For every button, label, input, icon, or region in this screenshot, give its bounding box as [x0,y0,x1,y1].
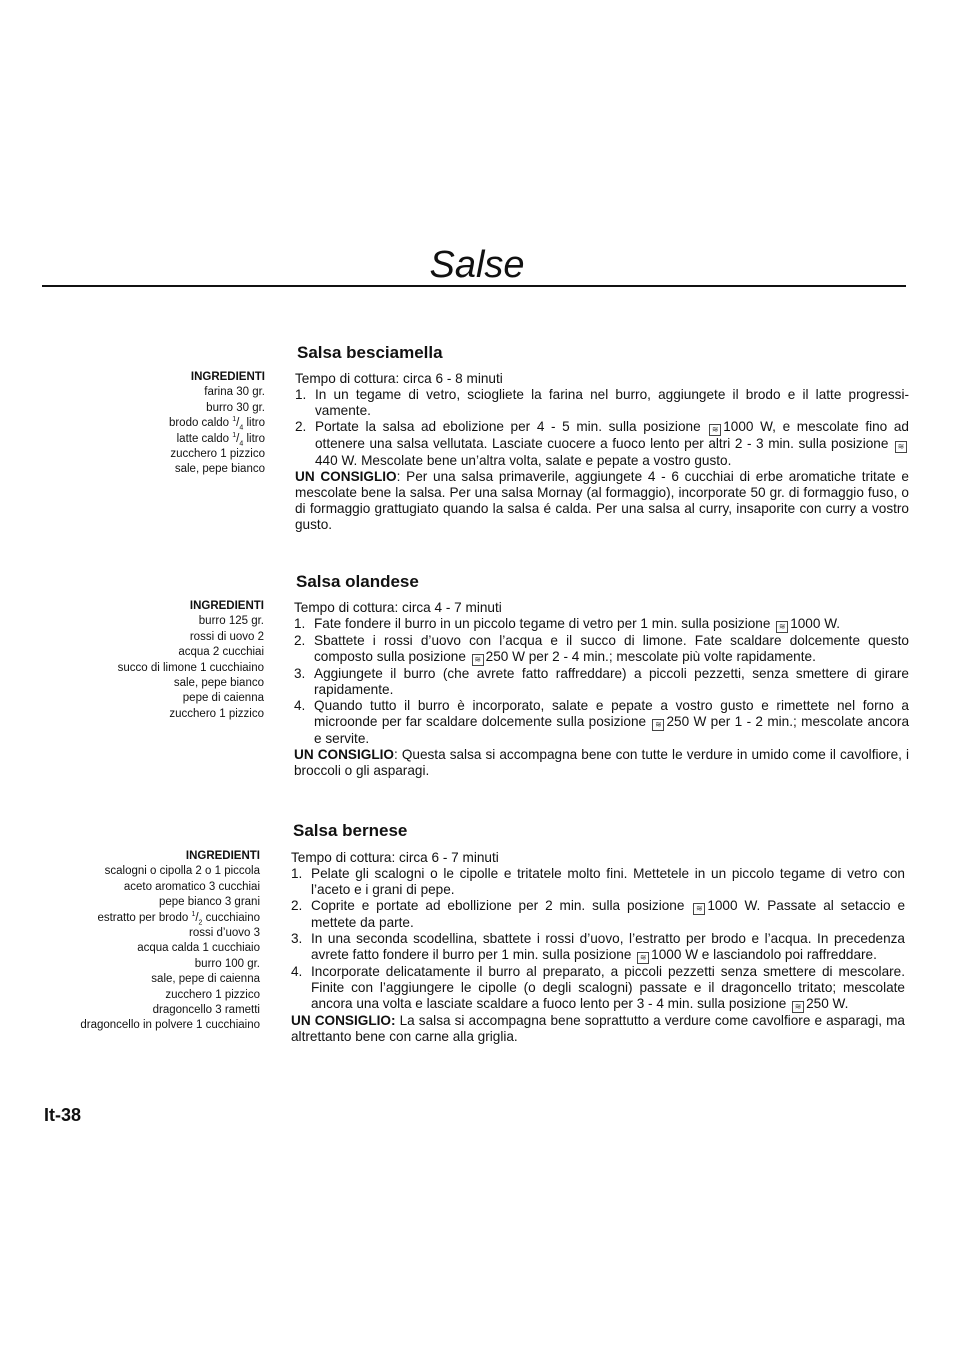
recipe-step [295,387,909,419]
ingredient-item: sale, pepe di caienna [151,973,260,986]
step-text-part: Pelate gli scalogni o le cipolle e tritatele molto fini. Mettetele in un piccolo tegame di vetro con l’aceto e i grani di pepe. [311,866,905,897]
cooking-time: Tempo di cottura: circa 4 - 7 minuti [294,600,502,615]
ingredient-item: burro 30 gr. [206,401,265,414]
step-number: 2. [294,633,306,648]
page-number: It-38 [44,1105,82,1125]
ingredient-item: dragoncello in polvere 1 cucchiaino [80,1019,260,1032]
ingredient-item: pepe bianco 3 grani [158,896,260,909]
microwave-power-icon: ≋ [895,441,907,453]
ingredient-item: estratto per brodo $^1/_2$ cucchiaino [97,910,260,926]
recipe-body-bernese [291,850,905,1045]
cooking-time: Tempo di cottura: circa 6 - 7 minuti [291,850,499,865]
ingredient-item: succo di limone 1 cucchiaino [117,661,264,674]
ingredient-item: acqua 2 cucchiai [178,646,264,659]
step-text [314,616,909,633]
ingredient-item: scalogni o cipolla 2 o 1 piccola [104,865,260,878]
step-text [315,419,909,469]
recipe-body-olandese [294,600,909,779]
ingredient-item: zucchero 1 pizzico [165,988,260,1001]
recipe-step [294,698,909,747]
ingredient-item: dragoncello 3 rametti [152,1004,260,1017]
step-text-part: Portate la salsa ad ebolizione per 4 - 5 min. sulla posizione [315,419,701,434]
ingredient-item: rossi d’uovo 3 [189,927,260,940]
tip-label: UN CONSIGLIO [294,747,394,762]
step-text-part: 1000 W. [790,616,841,631]
tip-label: UN CONSIGLIO: [291,1013,396,1028]
ingredients-bernese [80,849,260,1034]
step-text-part: In un tegame di vetro, sciogliete la farina nel burro, aggiungete il brodo e il latte progressi-vamente. [315,387,909,418]
microwave-power-icon: ≋ [776,621,788,633]
step-number: 4. [291,964,303,979]
ingredient-item: zucchero 1 pizzico [169,707,264,720]
step-text-part: 1000 W. Passate al setaccio e mettete da parte. [311,898,906,930]
step-number: 1. [295,387,307,402]
step-text-part: Coprite e portate ad ebollizione per 2 min. sulla posizione [311,898,685,913]
microwave-power-icon: ≋ [472,654,484,666]
step-text-part: 1000 W, e mescolate fino ad ottenere una salsa vellutata. Lasciate cuocere a fuoco lento per altri 2 - 3 min. sulla posizione [315,419,909,451]
step-number: 4. [294,698,306,713]
step-text-part: Aggiungete il burro (che avrete fatto raffreddare) a piccoli pezzetti, senza smettere di girare rapidamente. [314,666,909,697]
title-divider [42,285,906,287]
tip-paragraph [295,469,909,533]
tip-paragraph [294,747,909,779]
step-text [311,931,905,964]
step-text-part: 250 W. [806,996,849,1011]
ingredient-item: latte caldo $^1/_4$ litro [176,431,265,447]
step-text-part: 1000 W e lasciandolo poi raffreddare. [651,947,877,962]
recipe-step [294,633,909,666]
step-text-part: 250 W per 2 - 4 min.; mescolate più volte rapidamente. [485,649,816,664]
step-text [314,666,909,698]
recipe-step [294,616,909,633]
step-text-part: Fate fondere il burro in un piccolo tegame di vetro per 1 min. sulla posizione [314,616,771,631]
step-number: 2. [295,419,307,434]
step-text [315,387,909,419]
step-text [311,898,905,931]
cooking-time: Tempo di cottura: circa 6 - 8 minuti [295,371,503,386]
recipe-title-besciamella: Salsa besciamella [297,343,443,362]
step-text-part: Sbattete i rossi d’uovo con l’acqua e il succo di limone. Fate scaldare dolcemente questo composto sulla posizione [314,633,909,664]
ingredient-item: burro 100 gr. [194,957,260,970]
recipe-step [291,866,905,898]
ingredient-item: burro 125 gr. [198,615,264,628]
step-number: 3. [294,666,306,681]
step-text-part: In una seconda scodellina, sbattete i rossi d’uovo, l’estratto per brodo e l’acqua. In precedenza avrete fatto fondere il burro per 1 min. sulla posizione [311,931,905,962]
microwave-power-icon: ≋ [637,952,649,964]
tip-text: La salsa si accompagna bene soprattutto a verdure come cavolfiore e asparagi, ma altrettanto bene con carne alla griglia. [291,1013,905,1044]
page-title: Salse [429,244,525,286]
microwave-power-icon: ≋ [709,424,721,436]
recipe-step [291,964,905,1013]
microwave-power-icon: ≋ [792,1001,804,1013]
ingredient-item: acqua calda 1 cucchiaio [137,942,260,955]
recipe-step [291,898,905,931]
recipe-step [294,666,909,698]
step-number: 1. [294,616,306,631]
ingredients-heading: INGREDIENTI [190,371,265,383]
tip-text: : Questa salsa si accompagna bene con tutte le verdure in umido come il cavolfiore, i broccoli o gli asparagi. [294,747,909,778]
ingredient-item: aceto aromatico 3 cucchiai [123,880,260,893]
ingredients-besciamella [169,370,265,478]
microwave-power-icon: ≋ [652,719,664,731]
tip-label: UN CONSIGLIO [295,469,397,484]
recipe-step [291,931,905,964]
ingredient-item: sale, pepe bianco [173,677,264,690]
step-number: 3. [291,931,303,946]
step-text-part: Incorporate delicatamente il burro al preparato, a piccoli pezzetti senza smettere di mescolare. Finite con l’aggiungere le cipolle (o degli scalogni) passate e il dragoncello tritato; mescolate ancora una volta e lasciate scaldare a fuoco lento per 3 - 4 min. sulla posizione [311,964,905,1011]
tip-text: : Per una salsa primaverile, aggiungete 4 - 6 cucchiai di erbe aromatiche tritate e mescolate bene la salsa. Per una salsa Mornay (al formaggio), incorporate 50 gr. di formaggio fuso, o di formaggio grattugiato quando la salsa é calda. Per una salsa al curry, insaporite con curry a vostro gusto. [295,469,909,532]
recipe-title-olandese: Salsa olandese [296,572,419,591]
step-text [311,964,905,1013]
step-text [314,698,909,747]
ingredient-item: rossi di uovo 2 [189,630,264,643]
step-number: 2. [291,898,303,913]
ingredient-item: pepe di caienna [182,692,264,705]
recipe-body-besciamella [295,371,909,533]
ingredient-item: sale, pepe bianco [174,463,265,476]
step-text [314,633,909,666]
ingredients-olandese [118,599,264,722]
tip-paragraph [291,1013,905,1045]
ingredient-item: brodo caldo $^1/_4$ litro [168,416,265,432]
recipe-title-bernese: Salsa bernese [293,821,408,840]
ingredients-heading: INGREDIENTI [185,850,260,862]
step-text-part: Quando tutto il burro è incorporato, salate e pepate a vostro gusto e rimettete nel forno a microonde per far scaldare dolcemente sulla posizione [314,698,909,729]
step-text-part: 250 W per 1 - 2 min.; mescolate ancora e servite. [314,714,910,746]
recipe-step [295,419,909,469]
step-text [311,866,905,898]
microwave-power-icon: ≋ [693,903,705,915]
ingredient-item: zucchero 1 pizzico [170,448,265,461]
step-text-part: 440 W. Mescolate bene un’altra volta, salate e pepate a vostro gusto. [315,453,732,468]
step-number: 1. [291,866,303,881]
ingredients-heading: INGREDIENTI [189,600,264,612]
ingredient-item: farina 30 gr. [204,386,265,399]
